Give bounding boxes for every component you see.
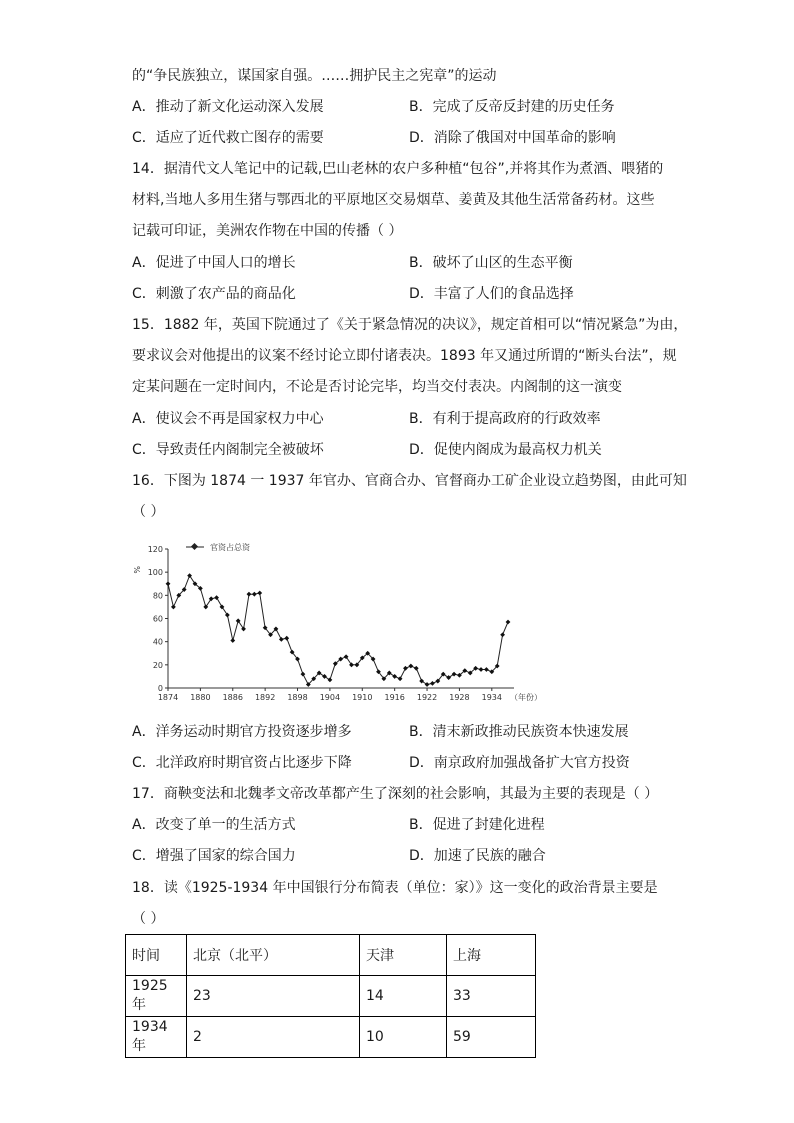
table-cell: 59 [447,1017,536,1058]
bank-distribution-table [125,934,536,1058]
q15-stem-line-3: 定某问题在一定时间内，不论是否讨论完毕，均当交付表决。内阁制的这一演变 [132,379,622,395]
q14-stem-line-2: 材料,当地人多用生猪与鄂西北的平原地区交易烟草、姜黄及其他生活常备药材。这些 [132,192,655,208]
q15-option-c[interactable]: C．导致责任内阁制完全被破坏 [132,442,324,458]
q16-option-d[interactable]: D．南京政府加强战备扩大官方投资 [409,755,630,771]
y-tick-label: 80 [152,591,163,601]
table-cell: 33 [447,976,536,1017]
q18-stem-line-2: （ ） [132,911,165,927]
q14-option-a[interactable]: A．促进了中国人口的增长 [132,255,296,271]
table-cell: 2 [187,1017,360,1058]
table-header-cell: 时间 [126,935,187,976]
data-point [328,677,333,682]
q16-stem-line-1: 16．下图为 1874 一 1937 年官办、官商合办、官督商办工矿企业设立趋势图，由此可知 [132,473,687,489]
series-line [168,576,508,685]
q16-option-a[interactable]: A．洋务运动时期官方投资逐步增多 [132,724,352,740]
y-tick-label: 120 [147,545,163,554]
q15-option-b[interactable]: B．有利于提高政府的行政效率 [409,411,601,427]
table-cell: 10 [360,1017,447,1058]
data-point [408,664,413,669]
x-tick-label: 1898 [287,693,308,702]
table-header-cell: 北京（北平） [187,935,360,976]
data-point [214,595,219,600]
x-tick-label: 1874 [157,693,179,702]
table-cell: 1925 年 [126,976,187,1017]
q15-stem-line-1: 15．1882 年，英国下院通过了《关于紧急情况的决议》，规定首相可以“情况紧急”为由， [132,317,688,333]
y-tick-label: 0 [157,684,163,693]
data-point [257,591,262,596]
data-point [425,682,430,687]
q15-option-d[interactable]: D．促使内阁成为最高权力机关 [409,442,602,458]
q17-option-a[interactable]: A．改变了单一的生活方式 [132,817,296,833]
q16-option-b[interactable]: B．清末新政推动民族资本快速发展 [409,724,629,740]
chart-series-official-capital [166,573,511,687]
q14-option-b[interactable]: B．破坏了山区的生态平衡 [409,255,573,271]
x-tick-label: 1910 [352,693,373,702]
q17-option-b[interactable]: B．促进了封建化进程 [409,817,545,833]
data-point [279,637,284,642]
data-point [301,672,306,677]
y-axis-label [132,566,141,574]
data-point [398,676,403,681]
q15-option-a[interactable]: A．使议会不再是国家权力中心 [132,411,324,427]
q16-option-c[interactable]: C．北洋政府时期官资占比逐步下降 [132,755,352,771]
table-header-cell: 天津 [360,935,447,976]
data-point [230,638,235,643]
q13-option-d[interactable]: D．消除了俄国对中国革命的影响 [409,130,616,146]
table-header-row [126,935,536,976]
q18-stem-line-1: 18．读《1925-1934 年中国银行分布简表（单位：家）》这一变化的政治背景主要是 [132,880,658,896]
data-point [452,672,457,677]
data-point [225,613,230,618]
q14-stem-line-1: 14．据清代文人笔记中的记载,巴山老林的农户多种植“包谷”,并将其作为煮酒、喂猪的 [132,161,664,177]
data-point [403,666,408,671]
data-point [500,632,505,637]
table-cell: 1934 年 [126,1017,187,1058]
data-point [484,667,489,672]
table-cell: 14 [360,976,447,1017]
x-tick-label: 1880 [190,693,211,702]
q14-option-c[interactable]: C．刺激了农产品的商品化 [132,286,296,302]
y-tick-label: 60 [152,614,163,624]
q15-stem-line-2: 要求议会对他提出的议案不经讨论立即付诸表决。1893 年又通过所谓的“断头台法”，规 [132,348,677,364]
chart-axes [148,545,542,702]
q17-option-c[interactable]: C．增强了国家的综合国力 [132,848,296,864]
x-tick-label: 1904 [319,693,341,702]
svg-text:%: % [132,566,141,574]
q17-stem: 17．商鞅变法和北魏孝文帝改革都产生了深刻的社会影响，其最为主要的表现是（ ） [132,786,659,802]
q17-option-d[interactable]: D．加速了民族的融合 [409,848,546,864]
data-point [171,605,176,610]
table-row [126,976,536,1017]
q16-chart [128,530,548,706]
table-cell: 23 [187,976,360,1017]
y-tick-label: 100 [147,568,163,578]
table-row [126,1017,536,1058]
q14-stem-line-3: 记载可印证，美洲农作物在中国的传播（ ） [132,223,403,239]
x-tick-label: 1886 [222,693,243,702]
data-point [479,667,484,672]
x-tick-label: 1916 [384,693,405,702]
data-point [284,636,289,641]
chart-legend [186,542,251,552]
official-capital-line-chart [128,530,548,706]
x-tick-label: 1892 [254,693,276,702]
q13-option-a[interactable]: A．推动了新文化运动深入发展 [132,99,324,115]
x-tick-label: 1928 [449,693,470,702]
q13-stem-tail: 的“争民族独立，谋国家自强。……拥护民主之宪章”的运动 [132,68,497,84]
data-point [252,592,257,597]
q13-option-c[interactable]: C．适应了近代救亡图存的需要 [132,130,324,146]
x-tick-label: 1922 [416,693,438,702]
data-point [241,627,246,632]
y-tick-label: 40 [152,637,163,647]
data-point [430,681,435,686]
x-axis-label: （年份） [510,693,542,702]
data-point [506,620,511,625]
svg-text:官资占总资: 官资占总资 [210,543,250,552]
x-tick-label: 1934 [481,693,502,702]
q16-stem-line-2: （ ） [132,504,165,520]
table-header-cell: 上海 [447,935,536,976]
data-point [414,666,419,671]
y-tick-label: 20 [152,660,163,670]
data-point [247,592,252,597]
data-point [166,581,171,586]
q14-option-d[interactable]: D．丰富了人们的食品选择 [409,286,574,302]
q13-option-b[interactable]: B．完成了反帝反封建的历史任务 [409,99,615,115]
